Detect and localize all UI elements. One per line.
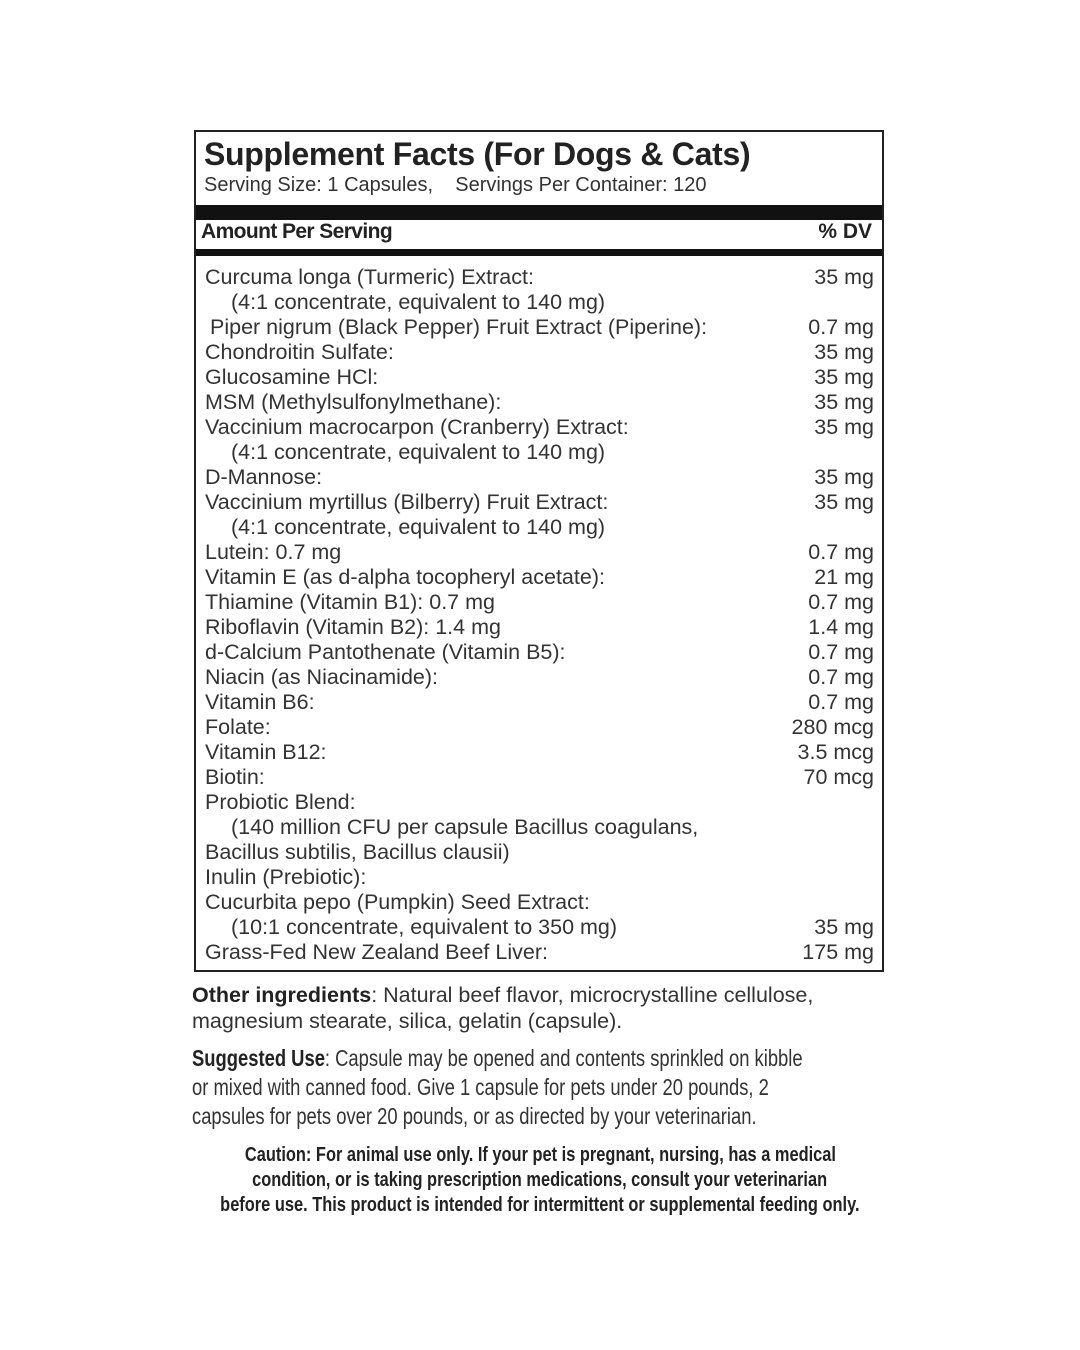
supplement-facts-panel (194, 130, 884, 972)
ingredient-amount: 0.7 mg (808, 690, 874, 714)
ingredient-row (205, 640, 874, 665)
ingredient-amount: 280 mcg (791, 715, 874, 739)
suggested-use-label: Suggested Use (192, 1045, 325, 1071)
suggested-use-line-2: or mixed with canned food. Give 1 capsule for pets under 20 pounds, 2 (192, 1074, 769, 1100)
ingredient-amount: 0.7 mg (808, 640, 874, 664)
ingredient-amount: 21 mg (814, 565, 874, 589)
panel-title: Supplement Facts (For Dogs & Cats) (204, 136, 751, 172)
ingredient-name: Chondroitin Sulfate: (205, 340, 394, 364)
ingredient-amount: 35 mg (814, 365, 874, 389)
ingredient-name: Vaccinium macrocarpon (Cranberry) Extract: (205, 415, 629, 439)
ingredient-name: Biotin: (205, 765, 265, 789)
ingredient-amount: 35 mg (814, 490, 874, 514)
suggested-use-line-3: capsules for pets over 20 pounds, or as directed by your veterinarian. (192, 1103, 757, 1129)
ingredient-name: Vitamin B6: (205, 690, 315, 714)
ingredient-name: (10:1 concentrate, equivalent to 350 mg) (231, 915, 618, 939)
ingredient-name: d-Calcium Pantothenate (Vitamin B5): (205, 640, 566, 664)
caution-line-1 (0, 1144, 1080, 1167)
ingredient-amount: 0.7 mg (808, 590, 874, 614)
ingredient-row (205, 865, 874, 890)
serving-info: Serving Size: 1 Capsules, Servings Per Container: 120 (204, 174, 707, 196)
ingredient-row (205, 265, 874, 290)
ingredient-name: Inulin (Prebiotic): (205, 865, 367, 889)
ingredient-row (205, 540, 874, 565)
ingredient-row (205, 740, 874, 765)
other-ingredients-label: Other ingredients (192, 983, 372, 1007)
ingredient-name: Niacin (as Niacinamide): (205, 665, 438, 689)
ingredient-name: Bacillus subtilis, Bacillus clausii) (205, 840, 510, 864)
ingredient-row (205, 715, 874, 740)
ingredient-name: Vitamin B12: (205, 740, 327, 764)
ingredient-row (205, 290, 874, 315)
ingredient-row (205, 390, 874, 415)
caution-text: Caution: For animal use only. If your pet is pregnant, nursing, has a medical (244, 1144, 836, 1166)
ingredient-name: Folate: (205, 715, 271, 739)
ingredient-amount: 35 mg (814, 390, 874, 414)
ingredient-name: Riboflavin (Vitamin B2): 1.4 mg (205, 615, 501, 639)
ingredient-row (205, 765, 874, 790)
ingredient-name: Lutein: 0.7 mg (205, 540, 342, 564)
ingredient-amount: 0.7 mg (808, 540, 874, 564)
ingredient-row (205, 465, 874, 490)
ingredient-name: (4:1 concentrate, equivalent to 140 mg) (231, 515, 606, 539)
ingredient-row (205, 490, 874, 515)
ingredient-row (205, 565, 874, 590)
ingredient-row (205, 815, 874, 840)
divider-medium (196, 249, 882, 256)
ingredient-amount: 35 mg (814, 265, 874, 289)
ingredient-row (205, 590, 874, 615)
ingredient-name: Glucosamine HCl: (205, 365, 379, 389)
ingredient-name: (4:1 concentrate, equivalent to 140 mg) (231, 290, 606, 314)
other-ingredients-line-1 (192, 983, 813, 1008)
ingredient-row (205, 365, 874, 390)
other-ingredients-text: : Natural beef flavor, microcrystalline cellulose, (371, 983, 814, 1007)
ingredient-row (205, 515, 874, 540)
ingredient-amount: 35 mg (814, 465, 874, 489)
ingredient-row (205, 790, 874, 815)
ingredient-name: Piper nigrum (Black Pepper) Fruit Extract (Piperine): (210, 315, 708, 339)
ingredient-amount: 35 mg (814, 340, 874, 364)
ingredient-name: Cucurbita pepo (Pumpkin) Seed Extract: (205, 890, 590, 914)
ingredient-row (205, 890, 874, 915)
ingredient-row (205, 340, 874, 365)
ingredient-row (205, 615, 874, 640)
ingredient-amount: 3.5 mcg (797, 740, 874, 764)
caution-text: condition, or is taking prescription medications, consult your veterinarian (252, 1169, 828, 1191)
ingredient-row (205, 915, 874, 940)
amount-per-serving-header: Amount Per Serving (201, 220, 393, 243)
ingredient-amount: 1.4 mg (808, 615, 874, 639)
ingredient-row (205, 415, 874, 440)
ingredient-name: Vaccinium myrtillus (Bilberry) Fruit Extract: (205, 490, 609, 514)
ingredient-row (205, 840, 874, 865)
ingredient-row (205, 315, 874, 340)
ingredient-row (205, 940, 874, 965)
suggested-use-text: : Capsule may be opened and contents sprinkled on kibble (324, 1045, 803, 1071)
ingredient-row (205, 665, 874, 690)
ingredient-name: Thiamine (Vitamin B1): 0.7 mg (205, 590, 495, 614)
ingredient-amount: 35 mg (814, 915, 874, 939)
ingredient-amount: 0.7 mg (808, 315, 874, 339)
ingredient-amount: 175 mg (802, 940, 874, 964)
ingredient-name: MSM (Methylsulfonylmethane): (205, 390, 502, 414)
ingredient-name: Grass-Fed New Zealand Beef Liver: (205, 940, 548, 964)
caution-text: before use. This product is intended for intermittent or supplemental feeding only. (220, 1194, 860, 1216)
ingredient-row (205, 440, 874, 465)
ingredient-amount: 35 mg (814, 415, 874, 439)
suggested-use-line-1 (192, 1045, 803, 1072)
caution-line-2 (0, 1169, 1080, 1192)
divider-thick (196, 205, 882, 220)
ingredient-row (205, 690, 874, 715)
ingredient-amount: 0.7 mg (808, 665, 874, 689)
ingredient-name: Probiotic Blend: (205, 790, 356, 814)
ingredient-name: Vitamin E (as d-alpha tocopheryl acetate): (205, 565, 605, 589)
ingredient-name: Curcuma longa (Turmeric) Extract: (205, 265, 534, 289)
ingredient-amount: 70 mcg (803, 765, 874, 789)
dv-header: % DV (818, 220, 872, 243)
ingredient-name: (140 million CFU per capsule Bacillus coagulans, (231, 815, 699, 839)
other-ingredients-line-2: magnesium stearate, silica, gelatin (capsule). (192, 1009, 623, 1033)
ingredient-name: D-Mannose: (205, 465, 323, 489)
caution-line-3 (0, 1194, 1080, 1217)
ingredient-name: (4:1 concentrate, equivalent to 140 mg) (231, 440, 606, 464)
